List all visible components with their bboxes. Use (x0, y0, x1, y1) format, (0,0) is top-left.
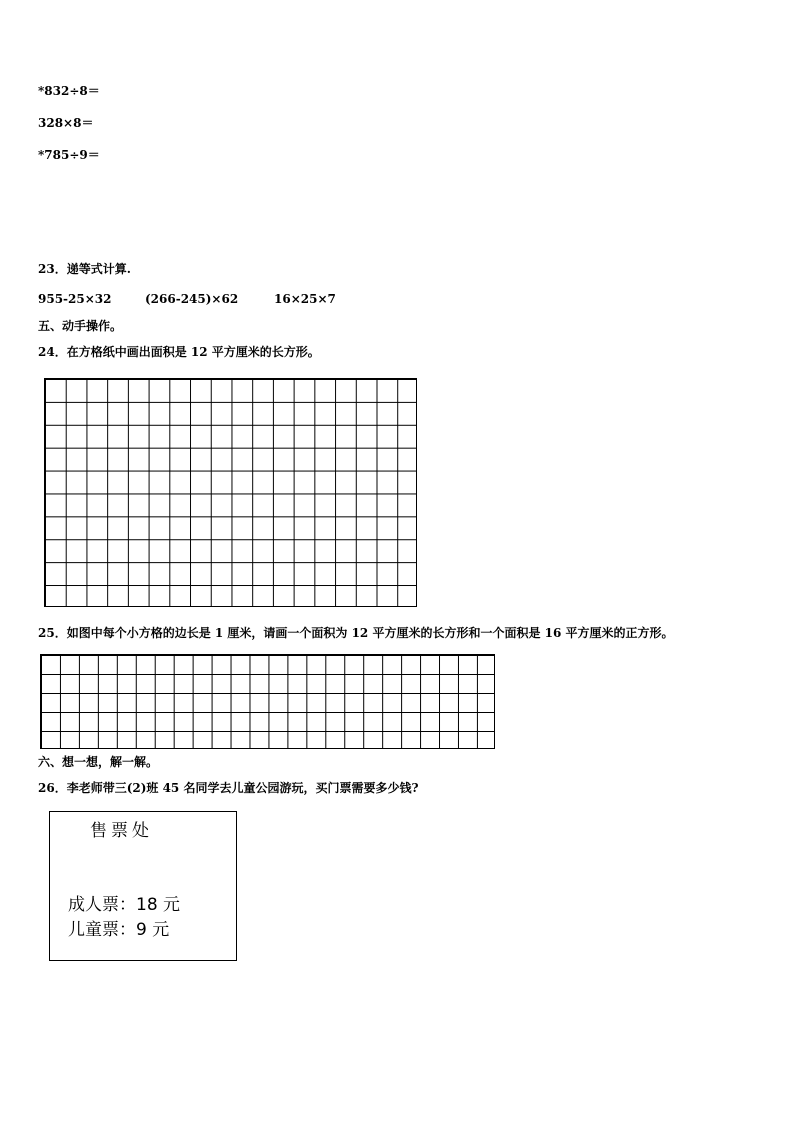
question-23-title: 23．递等式计算. (38, 262, 131, 276)
calc-item-3: *785÷9＝ (38, 148, 100, 162)
grid-paper-24[interactable] (44, 378, 417, 607)
section-5-heading: 五、动手操作。 (38, 319, 123, 333)
question-24-title: 24．在方格纸中画出面积是 12 平方厘米的长方形。 (38, 345, 320, 359)
question-25-title: 25．如图中每个小方格的边长是 1 厘米，请画一个面积为 12 平方厘米的长方形和一个面积是 16 平方厘米的正方形。 (38, 626, 674, 640)
adult-ticket-price: 成人票：18 元 (68, 895, 181, 915)
question-23-expressions (38, 292, 438, 306)
child-ticket-price: 儿童票：9 元 (68, 920, 170, 940)
expression-3: 16×25×7 (274, 292, 336, 306)
expression-2: (266-245)×62 (145, 292, 239, 306)
expression-1: 955-25×32 (38, 292, 112, 306)
calc-item-1: *832÷8＝ (38, 84, 100, 98)
ticket-office-sign (49, 811, 237, 961)
section-6-heading: 六、想一想，解一解。 (38, 755, 159, 769)
calc-item-2: 328×8＝ (38, 116, 94, 130)
ticket-office-title: 售票处 (90, 821, 153, 841)
grid-paper-25[interactable] (40, 654, 495, 749)
question-26-title: 26．李老师带三(2)班 45 名同学去儿童公园游玩，买门票需要多少钱? (38, 781, 419, 795)
